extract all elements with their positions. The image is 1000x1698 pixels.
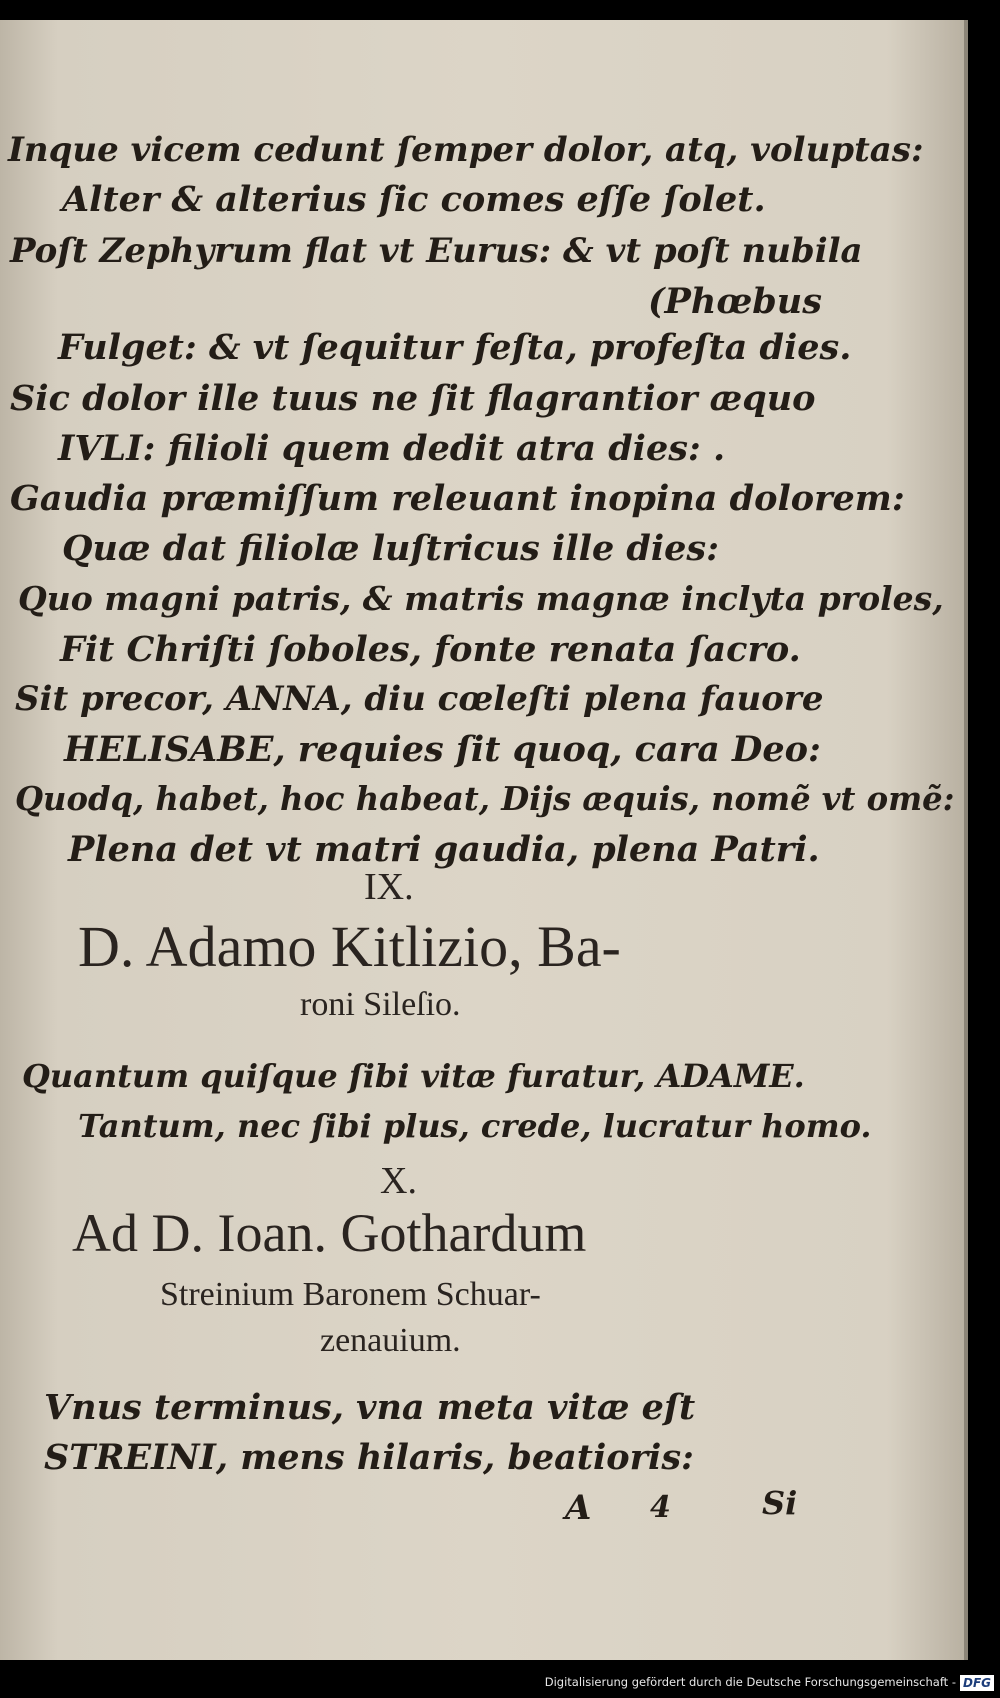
verse-line: Inque vicem cedunt ſemper dolor, atq, voluptas: [8, 130, 924, 170]
verse-line: Fulget: & vt ſequitur feſta, profeſta dies. [58, 327, 852, 368]
verse-line: HELISABE, requies ſit quoq, cara Deo: [64, 729, 821, 770]
verse-line: Gaudia præmiſſum releuant inopina dolorem: [10, 478, 905, 519]
section-heading: D. Adamo Kitlizio, Ba- [78, 914, 621, 979]
book-page [0, 20, 968, 1660]
section-number: IX. [364, 866, 414, 908]
section-heading: zenauium. [320, 1322, 461, 1359]
verse-line: Quæ dat filiolæ luſtricus ille dies: [62, 528, 720, 569]
verse-line: IVLI: filioli quem dedit atra dies: . [58, 428, 726, 469]
verse-line: Quodq, habet, hoc habeat, Dijs æquis, nomẽ vt omẽ: [15, 779, 955, 818]
verse-line: Alter & alterius ſic comes eſſe ſolet. [62, 179, 766, 220]
verse-line: STREINI, mens hilaris, beatioris: [44, 1437, 694, 1478]
digitization-footer [0, 1670, 1000, 1698]
verse-turnover: (Phœbus [648, 281, 822, 322]
signature-mark: A [565, 1488, 592, 1528]
verse-line: Tantum, nec ſibi plus, crede, lucratur homo. [78, 1107, 872, 1145]
dfg-logo: DFG [960, 1675, 994, 1691]
catchword: Si [762, 1484, 798, 1522]
verse-line: Poſt Zephyrum flat vt Eurus: & vt poſt nubila [10, 231, 863, 271]
verse-line: Quo magni patris, & matris magnæ inclyta proles, [18, 579, 944, 618]
section-heading: Ad D. Ioan. Gothardum [72, 1203, 587, 1263]
verse-line: Sic dolor ille tuus ne ſit flagrantior æquo [10, 378, 816, 419]
verse-line: Vnus terminus, vna meta vitæ eſt [44, 1387, 696, 1428]
verse-line: Sit precor, ANNA, diu cœleſti plena fauore [15, 679, 824, 719]
verse-line: Plena det vt matri gaudia, plena Patri. [68, 829, 820, 870]
section-heading: roni Sileſio. [300, 986, 461, 1023]
section-heading: Streinium Baronem Schuar- [160, 1276, 541, 1313]
signature-number: 4 [650, 1490, 671, 1525]
verse-line: Fit Chriſti ſoboles, fonte renata ſacro. [60, 629, 801, 670]
verse-line: Quantum quiſque ſibi vitæ furatur, ADAME. [22, 1057, 805, 1095]
funding-credit: Digitalisierung gefördert durch die Deutsche Forschungsgemeinschaft - [544, 1675, 956, 1689]
section-number: X. [380, 1160, 417, 1202]
